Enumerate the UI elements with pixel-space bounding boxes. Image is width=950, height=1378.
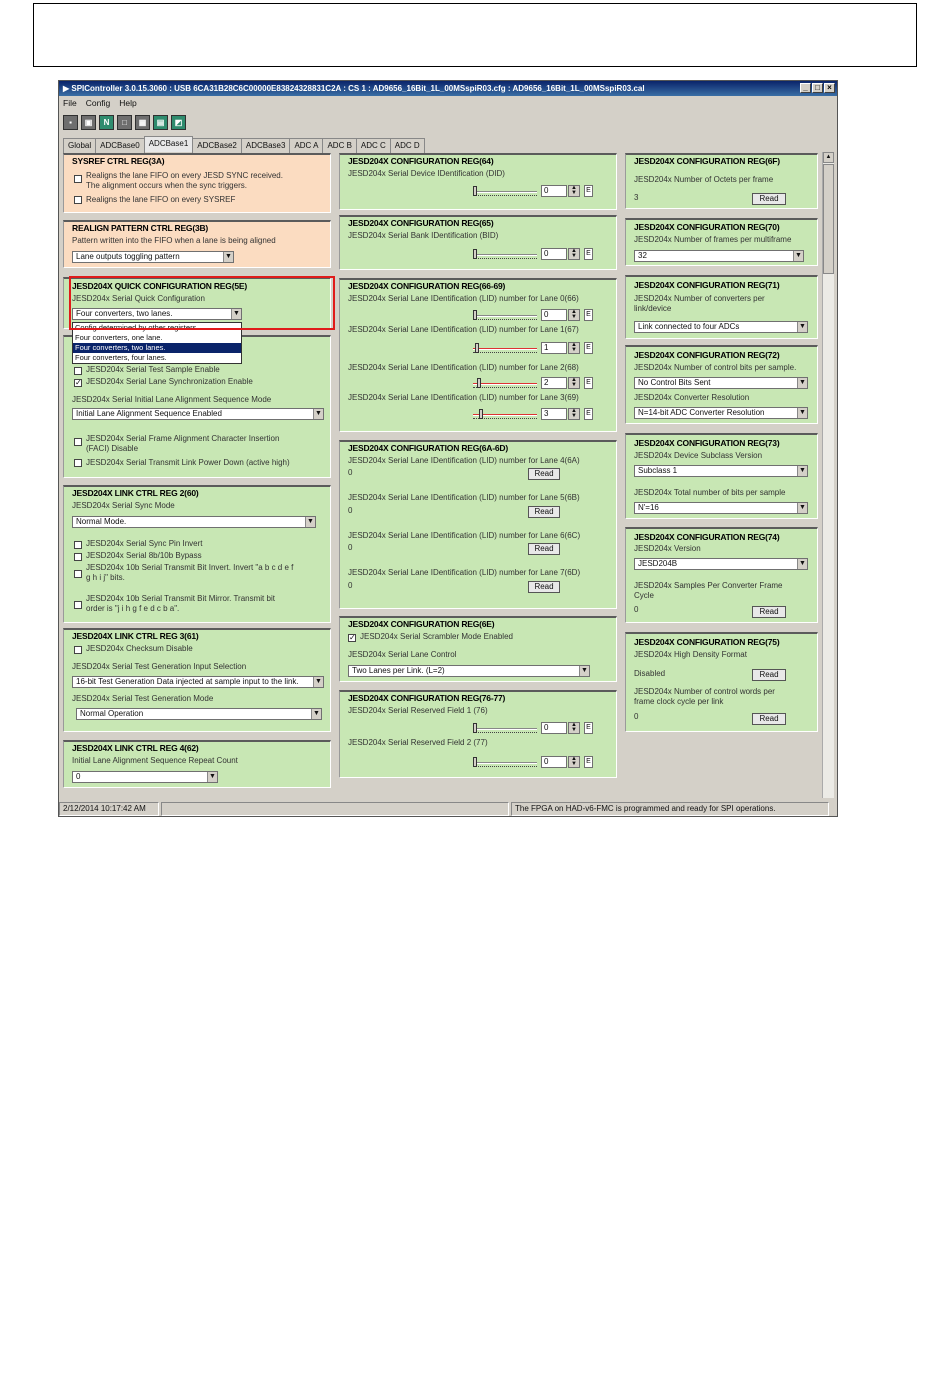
- sync-mode-select[interactable]: [72, 516, 316, 528]
- tab-adc-a[interactable]: ADC A: [289, 138, 323, 154]
- bit-invert-checkbox[interactable]: [74, 570, 82, 578]
- tab-adcbase0[interactable]: ADCBase0: [95, 138, 145, 154]
- bid-value[interactable]: 0: [541, 248, 567, 260]
- chevron-down-icon: ▼: [223, 252, 233, 262]
- lid-lane0-label: JESD204x Serial Lane IDentification (LID) number for Lane 0(66): [348, 294, 579, 303]
- subclass-value: Subclass 1: [638, 466, 678, 475]
- status-bar: [59, 802, 837, 816]
- lid2-title: JESD204X CONFIGURATION REG(6A-6D): [348, 443, 508, 453]
- reg6f-panel: [625, 153, 818, 209]
- reserved-f2-e-button[interactable]: E: [584, 756, 593, 768]
- status-time: 2/12/2014 10:17:42 AM: [59, 802, 159, 816]
- lid-lane2-slider[interactable]: [473, 377, 537, 389]
- bit-mirror-label-2: order is "j i h g f e d c b a".: [86, 604, 180, 613]
- control-words-value: 0: [634, 712, 639, 721]
- lid-lane0-e-button[interactable]: E: [584, 309, 593, 321]
- subclass-select[interactable]: [634, 465, 808, 477]
- scrambler-panel: [339, 616, 617, 682]
- sysref-title: SYSREF CTRL REG(3A): [72, 156, 165, 166]
- chevron-down-icon: ▼: [797, 378, 807, 388]
- lane-control-select[interactable]: [348, 665, 590, 677]
- lane-control-label: JESD204x Serial Lane Control: [348, 650, 457, 659]
- sync-mode-label: JESD204x Serial Sync Mode: [72, 501, 175, 510]
- tab-adc-c[interactable]: ADC C: [356, 138, 391, 154]
- sync-invert-label: JESD204x Serial Sync Pin Invert: [86, 539, 203, 548]
- chevron-down-icon: ▼: [793, 251, 803, 261]
- lid2-lane4-value: 0: [348, 468, 353, 477]
- bid-title: JESD204X CONFIGURATION REG(65): [348, 218, 494, 228]
- dropdown-option[interactable]: Config determined by other registers: [75, 323, 197, 332]
- spc-label-2: Cycle: [634, 591, 655, 600]
- status-message: The FPGA on HAD-v6-FMC is programmed and ready for SPI operations.: [511, 802, 829, 816]
- chevron-down-icon: ▼: [207, 772, 217, 782]
- bits-per-sample-label: JESD204x Total number of bits per sample: [634, 488, 786, 497]
- reg73-title: JESD204X CONFIGURATION REG(73): [634, 438, 780, 448]
- lid-lane1-label: JESD204x Serial Lane IDentification (LID) number for Lane 1(67): [348, 325, 579, 334]
- sync-mode-value: Normal Mode.: [76, 517, 127, 526]
- test-sample-checkbox[interactable]: [74, 367, 82, 375]
- lid-lane2-e-button[interactable]: E: [584, 377, 593, 389]
- lid-lane1-spinner[interactable]: ▲ ▼: [568, 342, 580, 354]
- chevron-down-icon: ▼: [579, 666, 589, 676]
- reserved-f1-e-button[interactable]: E: [584, 722, 593, 734]
- faci-checkbox[interactable]: [74, 438, 82, 446]
- minimize-button[interactable]: _: [800, 83, 811, 93]
- lid2-lane6-label: JESD204x Serial Lane IDentification (LID) number for Lane 6(6C): [348, 531, 581, 540]
- bid-label: JESD204x Serial Bank IDentification (BID): [348, 231, 499, 240]
- lid-lane2-spinner[interactable]: ▲ ▼: [568, 377, 580, 389]
- reserved-f1-label: JESD204x Serial Reserved Field 1 (76): [348, 706, 488, 715]
- reserved-f1-value[interactable]: 0: [541, 722, 567, 734]
- window-title: SPIController 3.0.15.3060 : USB 6CA31B28C6C00000E83824328831C2A : CS 1 : AD9656_16Bit_1L_00MSspiR03.cfg : AD9656_16Bit_1L_00MSspiR03.cal: [71, 84, 645, 93]
- lid-lane1-value[interactable]: 1: [541, 342, 567, 354]
- app-icon: ▶: [63, 84, 72, 93]
- hd-format-label: JESD204x High Density Format: [634, 650, 747, 659]
- scrambler-label: JESD204x Serial Scrambler Mode Enabled: [360, 632, 513, 641]
- bits-per-sample-value: N'=16: [638, 503, 659, 512]
- control-bits-label: JESD204x Number of control bits per sample.: [634, 363, 797, 372]
- frames-value: 32: [638, 251, 647, 260]
- spc-label: JESD204x Samples Per Converter Frame: [634, 581, 783, 590]
- lane-control-value: Two Lanes per Link. (L=2): [352, 666, 445, 675]
- lid2-lane4-label: JESD204x Serial Lane IDentification (LID) number for Lane 4(6A): [348, 456, 580, 465]
- did-value[interactable]: 0: [541, 185, 567, 197]
- spc-value: 0: [634, 605, 639, 614]
- maximize-button[interactable]: □: [812, 83, 823, 93]
- lid-lane3-value[interactable]: 3: [541, 408, 567, 420]
- scrambler-title: JESD204X CONFIGURATION REG(6E): [348, 619, 495, 629]
- chevron-down-icon: ▼: [797, 559, 807, 569]
- reg72-title: JESD204X CONFIGURATION REG(72): [634, 350, 780, 360]
- link-ctrl3-panel: [63, 628, 331, 732]
- monitor-icon[interactable]: ▤: [153, 115, 168, 130]
- did-title: JESD204X CONFIGURATION REG(64): [348, 156, 494, 166]
- lid-lane1-e-button[interactable]: E: [584, 342, 593, 354]
- version-label: JESD204x Version: [634, 544, 701, 553]
- test-input-label: JESD204x Serial Test Generation Input Selection: [72, 662, 247, 671]
- ilas-mode-label: JESD204x Serial Initial Lane Alignment Sequence Mode: [72, 395, 272, 404]
- tab-adcbase1[interactable]: ADCBase1: [144, 136, 194, 152]
- realign-panel: [63, 220, 331, 268]
- lane-sync-label: JESD204x Serial Lane Synchronization Enable: [86, 377, 253, 386]
- lid-lane1-slider[interactable]: [473, 342, 537, 354]
- checksum-label: JESD204x Checksum Disable: [86, 644, 193, 653]
- reserved-f2-slider[interactable]: [473, 756, 537, 768]
- chevron-down-icon: ▼: [797, 503, 807, 513]
- bits-per-sample-select[interactable]: [634, 502, 808, 514]
- control-words-label: JESD204x Number of control words per: [634, 687, 775, 696]
- chevron-down-icon: ▼: [231, 309, 241, 319]
- test-input-value: 16-bit Test Generation Data injected at sample input to the link.: [76, 677, 299, 686]
- tab-adcbase2[interactable]: ADCBase2: [192, 138, 242, 154]
- realign-value: Lane outputs toggling pattern: [76, 252, 180, 261]
- app-window: [58, 80, 838, 817]
- bid-e-button[interactable]: E: [584, 248, 593, 260]
- n-icon[interactable]: N: [99, 115, 114, 130]
- link-ctrl4-panel: [63, 740, 331, 788]
- reg70-title: JESD204X CONFIGURATION REG(70): [634, 222, 780, 232]
- scroll-thumb[interactable]: [823, 164, 834, 274]
- lid-lane3-label: JESD204x Serial Lane IDentification (LID) number for Lane 3(69): [348, 393, 579, 402]
- tab-adc-d[interactable]: ADC D: [390, 138, 425, 154]
- quick-config-title: JESD204X QUICK CONFIGURATION REG(5E): [72, 281, 247, 291]
- lid2-lane7-read-button[interactable]: Read: [528, 581, 560, 593]
- reg75-panel: [625, 632, 818, 732]
- chevron-down-icon: ▼: [313, 677, 323, 687]
- control-bits-select[interactable]: [634, 377, 808, 389]
- bit-invert-label: JESD204x 10b Serial Transmit Bit Invert. Invert "a b c d e f: [86, 563, 294, 572]
- lid2-lane5-label: JESD204x Serial Lane IDentification (LID) number for Lane 5(6B): [348, 493, 580, 502]
- realign-title: REALIGN PATTERN CTRL REG(3B): [72, 223, 209, 233]
- vertical-scrollbar[interactable]: [822, 152, 834, 798]
- octets-read-button[interactable]: Read: [752, 193, 786, 205]
- lid-lane0-slider[interactable]: [473, 309, 537, 321]
- lid2-lane6-value: 0: [348, 543, 353, 552]
- lid-title: JESD204X CONFIGURATION REG(66-69): [348, 281, 506, 291]
- bid-slider[interactable]: [473, 248, 537, 260]
- tab-bar: [63, 138, 424, 154]
- link-ctrl3-title: JESD204X LINK CTRL REG 3(61): [72, 631, 199, 641]
- reg74-panel: [625, 527, 818, 623]
- ilas-repeat-label: Initial Lane Alignment Sequence Repeat Count: [72, 756, 238, 765]
- test-sample-label: JESD204x Serial Test Sample Enable: [86, 365, 220, 374]
- sysref-opt1-label: Realigns the lane FIFO on every JESD SYNC received.: [86, 171, 283, 180]
- title-bar: [59, 81, 837, 96]
- ilas-mode-select[interactable]: [72, 408, 324, 420]
- chevron-down-icon: ▼: [311, 709, 321, 719]
- sysref-sysref-checkbox[interactable]: [74, 196, 82, 204]
- tab-global[interactable]: Global: [63, 138, 96, 154]
- reg71-title: JESD204X CONFIGURATION REG(71): [634, 280, 780, 290]
- control-bits-value: No Control Bits Sent: [638, 378, 711, 387]
- tab-adcbase3[interactable]: ADCBase3: [241, 138, 291, 154]
- converters-label: JESD204x Number of converters per: [634, 294, 765, 303]
- did-e-button[interactable]: E: [584, 185, 593, 197]
- bit-mirror-label: JESD204x 10b Serial Transmit Bit Mirror. Transmit bit: [86, 594, 275, 603]
- lid2-panel: [339, 440, 617, 609]
- link-ctrl2-title: JESD204X LINK CTRL REG 2(60): [72, 488, 199, 498]
- control-words-label-2: frame clock cycle per link: [634, 697, 724, 706]
- reg72-panel: [625, 345, 818, 424]
- converters-label-2: link/device: [634, 304, 672, 313]
- bid-panel: [339, 215, 617, 270]
- test-input-select[interactable]: [72, 676, 324, 688]
- sysref-panel: [63, 153, 331, 213]
- chevron-down-icon: ▼: [797, 408, 807, 418]
- control-words-read-button[interactable]: Read: [752, 713, 786, 725]
- link-ctrl2-panel: [63, 485, 331, 623]
- lid-lane3-slider[interactable]: [473, 408, 537, 420]
- lid-lane0-spinner[interactable]: ▲ ▼: [568, 309, 580, 321]
- did-label: JESD204x Serial Device IDentification (DID): [348, 169, 505, 178]
- quick-config-select[interactable]: [72, 308, 242, 320]
- resolution-label: JESD204x Converter Resolution: [634, 393, 750, 402]
- chevron-down-icon: ▼: [797, 322, 807, 332]
- sysref-opt1b-label: The alignment occurs when the sync triggers.: [86, 181, 247, 190]
- hd-format-value: Disabled: [634, 669, 666, 678]
- lid2-lane4-read-button[interactable]: Read: [528, 468, 560, 480]
- lid2-lane7-value: 0: [348, 581, 353, 590]
- ilas-repeat-select[interactable]: [72, 771, 218, 783]
- reg75-title: JESD204X CONFIGURATION REG(75): [634, 637, 780, 647]
- reserved-f2-label: JESD204x Serial Reserved Field 2 (77): [348, 738, 488, 747]
- sysref-opt2-label: Realigns the lane FIFO on every SYSREF: [86, 195, 236, 204]
- grid-icon[interactable]: ▦: [135, 115, 150, 130]
- lid2-lane5-value: 0: [348, 506, 353, 515]
- lid2-lane7-label: JESD204x Serial Lane IDentification (LID) number for Lane 7(6D): [348, 568, 581, 577]
- menu-bar: [63, 98, 137, 108]
- lid2-lane5-read-button[interactable]: Read: [528, 506, 560, 518]
- sysref-sync-checkbox[interactable]: [74, 175, 82, 183]
- bid-spinner[interactable]: ▲ ▼: [568, 248, 580, 260]
- toolbar: [63, 115, 186, 130]
- reserved-f1-slider[interactable]: [473, 722, 537, 734]
- chevron-down-icon: ▼: [797, 466, 807, 476]
- save-icon[interactable]: ▣: [81, 115, 96, 130]
- reg6f-title: JESD204X CONFIGURATION REG(6F): [634, 156, 780, 166]
- tab-adc-b[interactable]: ADC B: [322, 138, 356, 154]
- ilas-repeat-value: 0: [76, 772, 81, 781]
- reg70-panel: [625, 218, 818, 266]
- reserved-f2-spinner[interactable]: ▲ ▼: [568, 756, 580, 768]
- faci-label-2: (FACI) Disable: [86, 444, 139, 453]
- lid-lane0-value[interactable]: 0: [541, 309, 567, 321]
- reserved-f2-value[interactable]: 0: [541, 756, 567, 768]
- reg73-panel: [625, 433, 818, 519]
- test-mode-value: Normal Operation: [80, 709, 144, 718]
- frames-select[interactable]: [634, 250, 804, 262]
- dropdown-option-selected[interactable]: Four converters, two lanes.: [73, 343, 241, 353]
- reserved-f1-spinner[interactable]: ▲ ▼: [568, 722, 580, 734]
- version-value: JESD204B: [638, 559, 678, 568]
- lid-panel: [339, 278, 617, 432]
- quick-config-dropdown-list: [72, 322, 242, 364]
- quick-config-value: Four converters, two lanes.: [76, 309, 173, 318]
- lid-lane3-e-button[interactable]: E: [584, 408, 593, 420]
- lid-lane2-value[interactable]: 2: [541, 377, 567, 389]
- chevron-down-icon: ▼: [305, 517, 315, 527]
- ilas-mode-value: Initial Lane Alignment Sequence Enabled: [76, 409, 222, 418]
- reg71-panel: [625, 275, 818, 339]
- menu-file[interactable]: File: [63, 98, 77, 108]
- hd-format-read-button[interactable]: Read: [752, 669, 786, 681]
- checksum-checkbox[interactable]: [74, 646, 82, 654]
- reserved-title: JESD204X CONFIGURATION REG(76-77): [348, 693, 506, 703]
- converters-select[interactable]: [634, 321, 808, 333]
- subclass-label: JESD204x Device Subclass Version: [634, 451, 763, 460]
- window-icon[interactable]: □: [117, 115, 132, 130]
- power-down-label: JESD204x Serial Transmit Link Power Down (active high): [86, 458, 290, 467]
- dropdown-option[interactable]: Four converters, four lanes.: [75, 353, 167, 362]
- test-mode-label: JESD204x Serial Test Generation Mode: [72, 694, 214, 703]
- status-blank: [161, 802, 509, 816]
- lid-lane3-spinner[interactable]: ▲ ▼: [568, 408, 580, 420]
- lid-lane2-label: JESD204x Serial Lane IDentification (LID) number for Lane 2(68): [348, 363, 579, 372]
- did-spinner[interactable]: ▲ ▼: [568, 185, 580, 197]
- sync-invert-checkbox[interactable]: [74, 541, 82, 549]
- bit-mirror-checkbox[interactable]: [74, 601, 82, 609]
- did-slider[interactable]: [473, 185, 537, 197]
- lid2-lane6-read-button[interactable]: Read: [528, 543, 560, 555]
- did-panel: [339, 153, 617, 210]
- realign-select[interactable]: [72, 251, 234, 263]
- reserved-panel: [339, 690, 617, 778]
- close-button[interactable]: ×: [824, 83, 835, 93]
- dropdown-option[interactable]: Four converters, one lane.: [75, 333, 163, 342]
- quick-config-label: JESD204x Serial Quick Configuration: [72, 294, 205, 303]
- converters-value: Link connected to four ADCs: [638, 322, 740, 331]
- octets-value: 3: [634, 193, 639, 202]
- faci-label: JESD204x Serial Frame Alignment Character Insertion: [86, 434, 280, 443]
- reg74-title: JESD204X CONFIGURATION REG(74): [634, 532, 780, 542]
- menu-help[interactable]: Help: [119, 98, 137, 108]
- version-select[interactable]: [634, 558, 808, 570]
- resolution-select[interactable]: [634, 407, 808, 419]
- test-mode-select[interactable]: [76, 708, 322, 720]
- chip-icon[interactable]: ▪: [63, 115, 78, 130]
- scroll-up-icon[interactable]: ▲: [823, 152, 834, 163]
- bypass-checkbox[interactable]: [74, 553, 82, 561]
- realign-desc: Pattern written into the FIFO when a lane is being aligned: [72, 236, 276, 245]
- bypass-label: JESD204x Serial 8b/10b Bypass: [86, 551, 202, 560]
- resolution-value: N=14-bit ADC Converter Resolution: [638, 408, 765, 417]
- bit-invert-label-2: g h i j" bits.: [86, 573, 125, 582]
- menu-config[interactable]: Config: [85, 98, 111, 108]
- frames-label: JESD204x Number of frames per multiframe: [634, 235, 792, 244]
- scrambler-checkbox[interactable]: ✓: [349, 633, 356, 642]
- screen-icon[interactable]: ◩: [171, 115, 186, 130]
- spc-read-button[interactable]: Read: [752, 606, 786, 618]
- link-ctrl4-title: JESD204X LINK CTRL REG 4(62): [72, 743, 199, 753]
- header-box: [33, 3, 917, 67]
- power-down-checkbox[interactable]: [74, 459, 82, 467]
- chevron-down-icon: ▼: [313, 409, 323, 419]
- lane-sync-checkbox[interactable]: ✓: [75, 378, 82, 387]
- octets-label: JESD204x Number of Octets per frame: [634, 175, 774, 184]
